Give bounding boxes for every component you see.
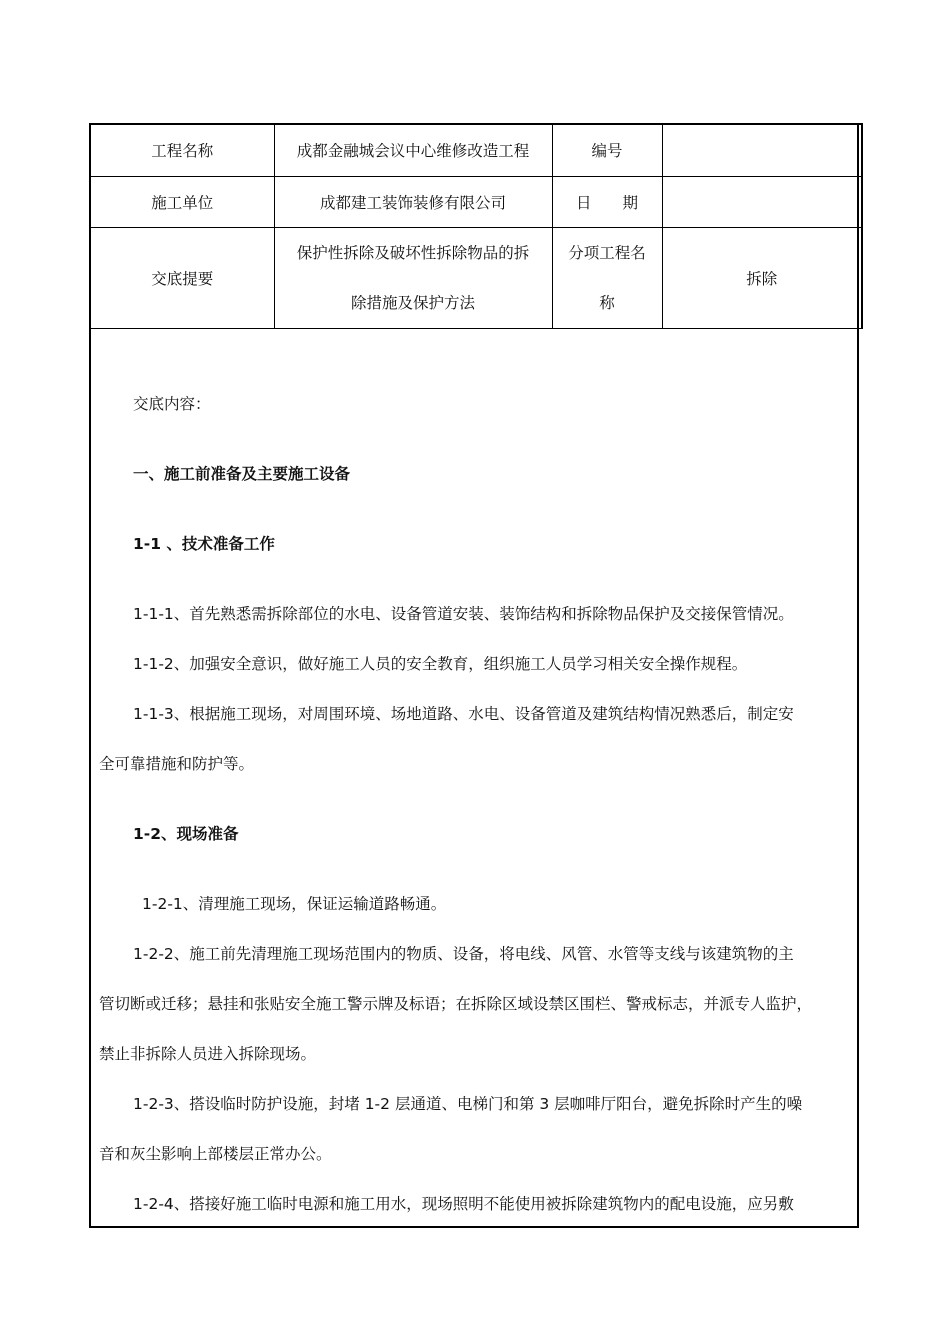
paragraph-1-2-3-line-2: 音和灰尘影响上部楼层正常办公。 <box>99 1145 332 1163</box>
value-construction-unit: 成都建工装饰装修有限公司 <box>274 176 552 227</box>
paragraph-1-2-1: 1-2-1、清理施工现场，保证运输道路畅通。 <box>142 895 447 913</box>
content-intro: 交底内容： <box>133 395 211 413</box>
table-row-briefing-summary <box>90 227 862 328</box>
label-construction-unit: 施工单位 <box>90 176 274 227</box>
label-briefing-summary: 交底提要 <box>90 227 274 328</box>
paragraph-1-1-3-line-1: 1-1-3、根据施工现场，对周围环境、场地道路、水电、设备管道及建筑结构情况熟悉后，制定安 <box>133 705 794 723</box>
paragraph-1-2-2-line-2: 管切断或迁移；悬挂和张贴安全施工警示牌及标语；在拆除区域设禁区围栏、警戒标志，并派专人监护， <box>99 995 813 1013</box>
paragraph-1-1-3-line-2: 全可靠措施和防护等。 <box>99 755 255 773</box>
paragraph-1-1-2: 1-1-2、加强安全意识，做好施工人员的安全教育，组织施工人员学习相关安全操作规程。 <box>133 655 748 673</box>
section-heading-1: 一、施工前准备及主要施工设备 <box>133 465 351 483</box>
subsection-heading-1-2: 1-2、现场准备 <box>133 825 239 843</box>
value-serial-number <box>662 124 862 176</box>
paragraph-1-2-3-line-1: 1-2-3、搭设临时防护设施，封堵 1-2 层通道、电梯门和第 3 层咖啡厅阳台，避免拆除时产生的噪 <box>133 1095 803 1113</box>
paragraph-1-1-1: 1-1-1、首先熟悉需拆除部位的水电、设备管道安装、装饰结构和拆除物品保护及交接保管情况。 <box>133 605 794 623</box>
label-date: 日 期 <box>552 176 662 227</box>
value-subproject-name: 拆除 <box>662 227 862 328</box>
briefing-summary-line-1: 保护性拆除及破坏性拆除物品的拆 <box>296 243 530 262</box>
briefing-summary-line-2: 除措施及保护方法 <box>350 293 475 312</box>
subproject-label-line-2: 称 <box>599 293 615 312</box>
paragraph-1-2-4-line-1: 1-2-4、搭接好施工临时电源和施工用水，现场照明不能使用被拆除建筑物内的配电设施，应另敷 <box>133 1195 794 1213</box>
subproject-label-line-1: 分项工程名 <box>568 243 646 262</box>
header-table <box>89 123 863 329</box>
table-row-project-name <box>90 124 862 176</box>
label-serial-number: 编号 <box>552 124 662 176</box>
paragraph-1-2-2-line-1: 1-2-2、施工前先清理施工现场范围内的物质、设备，将电线、风管、水管等支线与该建筑物的主 <box>133 945 794 963</box>
label-subproject-name <box>552 227 662 328</box>
subsection-heading-1-1: 1-1 、技术准备工作 <box>133 535 275 553</box>
paragraph-1-2-2-line-3: 禁止非拆除人员进入拆除现场。 <box>99 1045 317 1063</box>
table-row-construction-unit <box>90 176 862 227</box>
value-date <box>662 176 862 227</box>
value-project-name: 成都金融城会议中心维修改造工程 <box>274 124 552 176</box>
document-frame <box>89 123 859 1228</box>
value-briefing-summary <box>274 227 552 328</box>
label-project-name: 工程名称 <box>90 124 274 176</box>
